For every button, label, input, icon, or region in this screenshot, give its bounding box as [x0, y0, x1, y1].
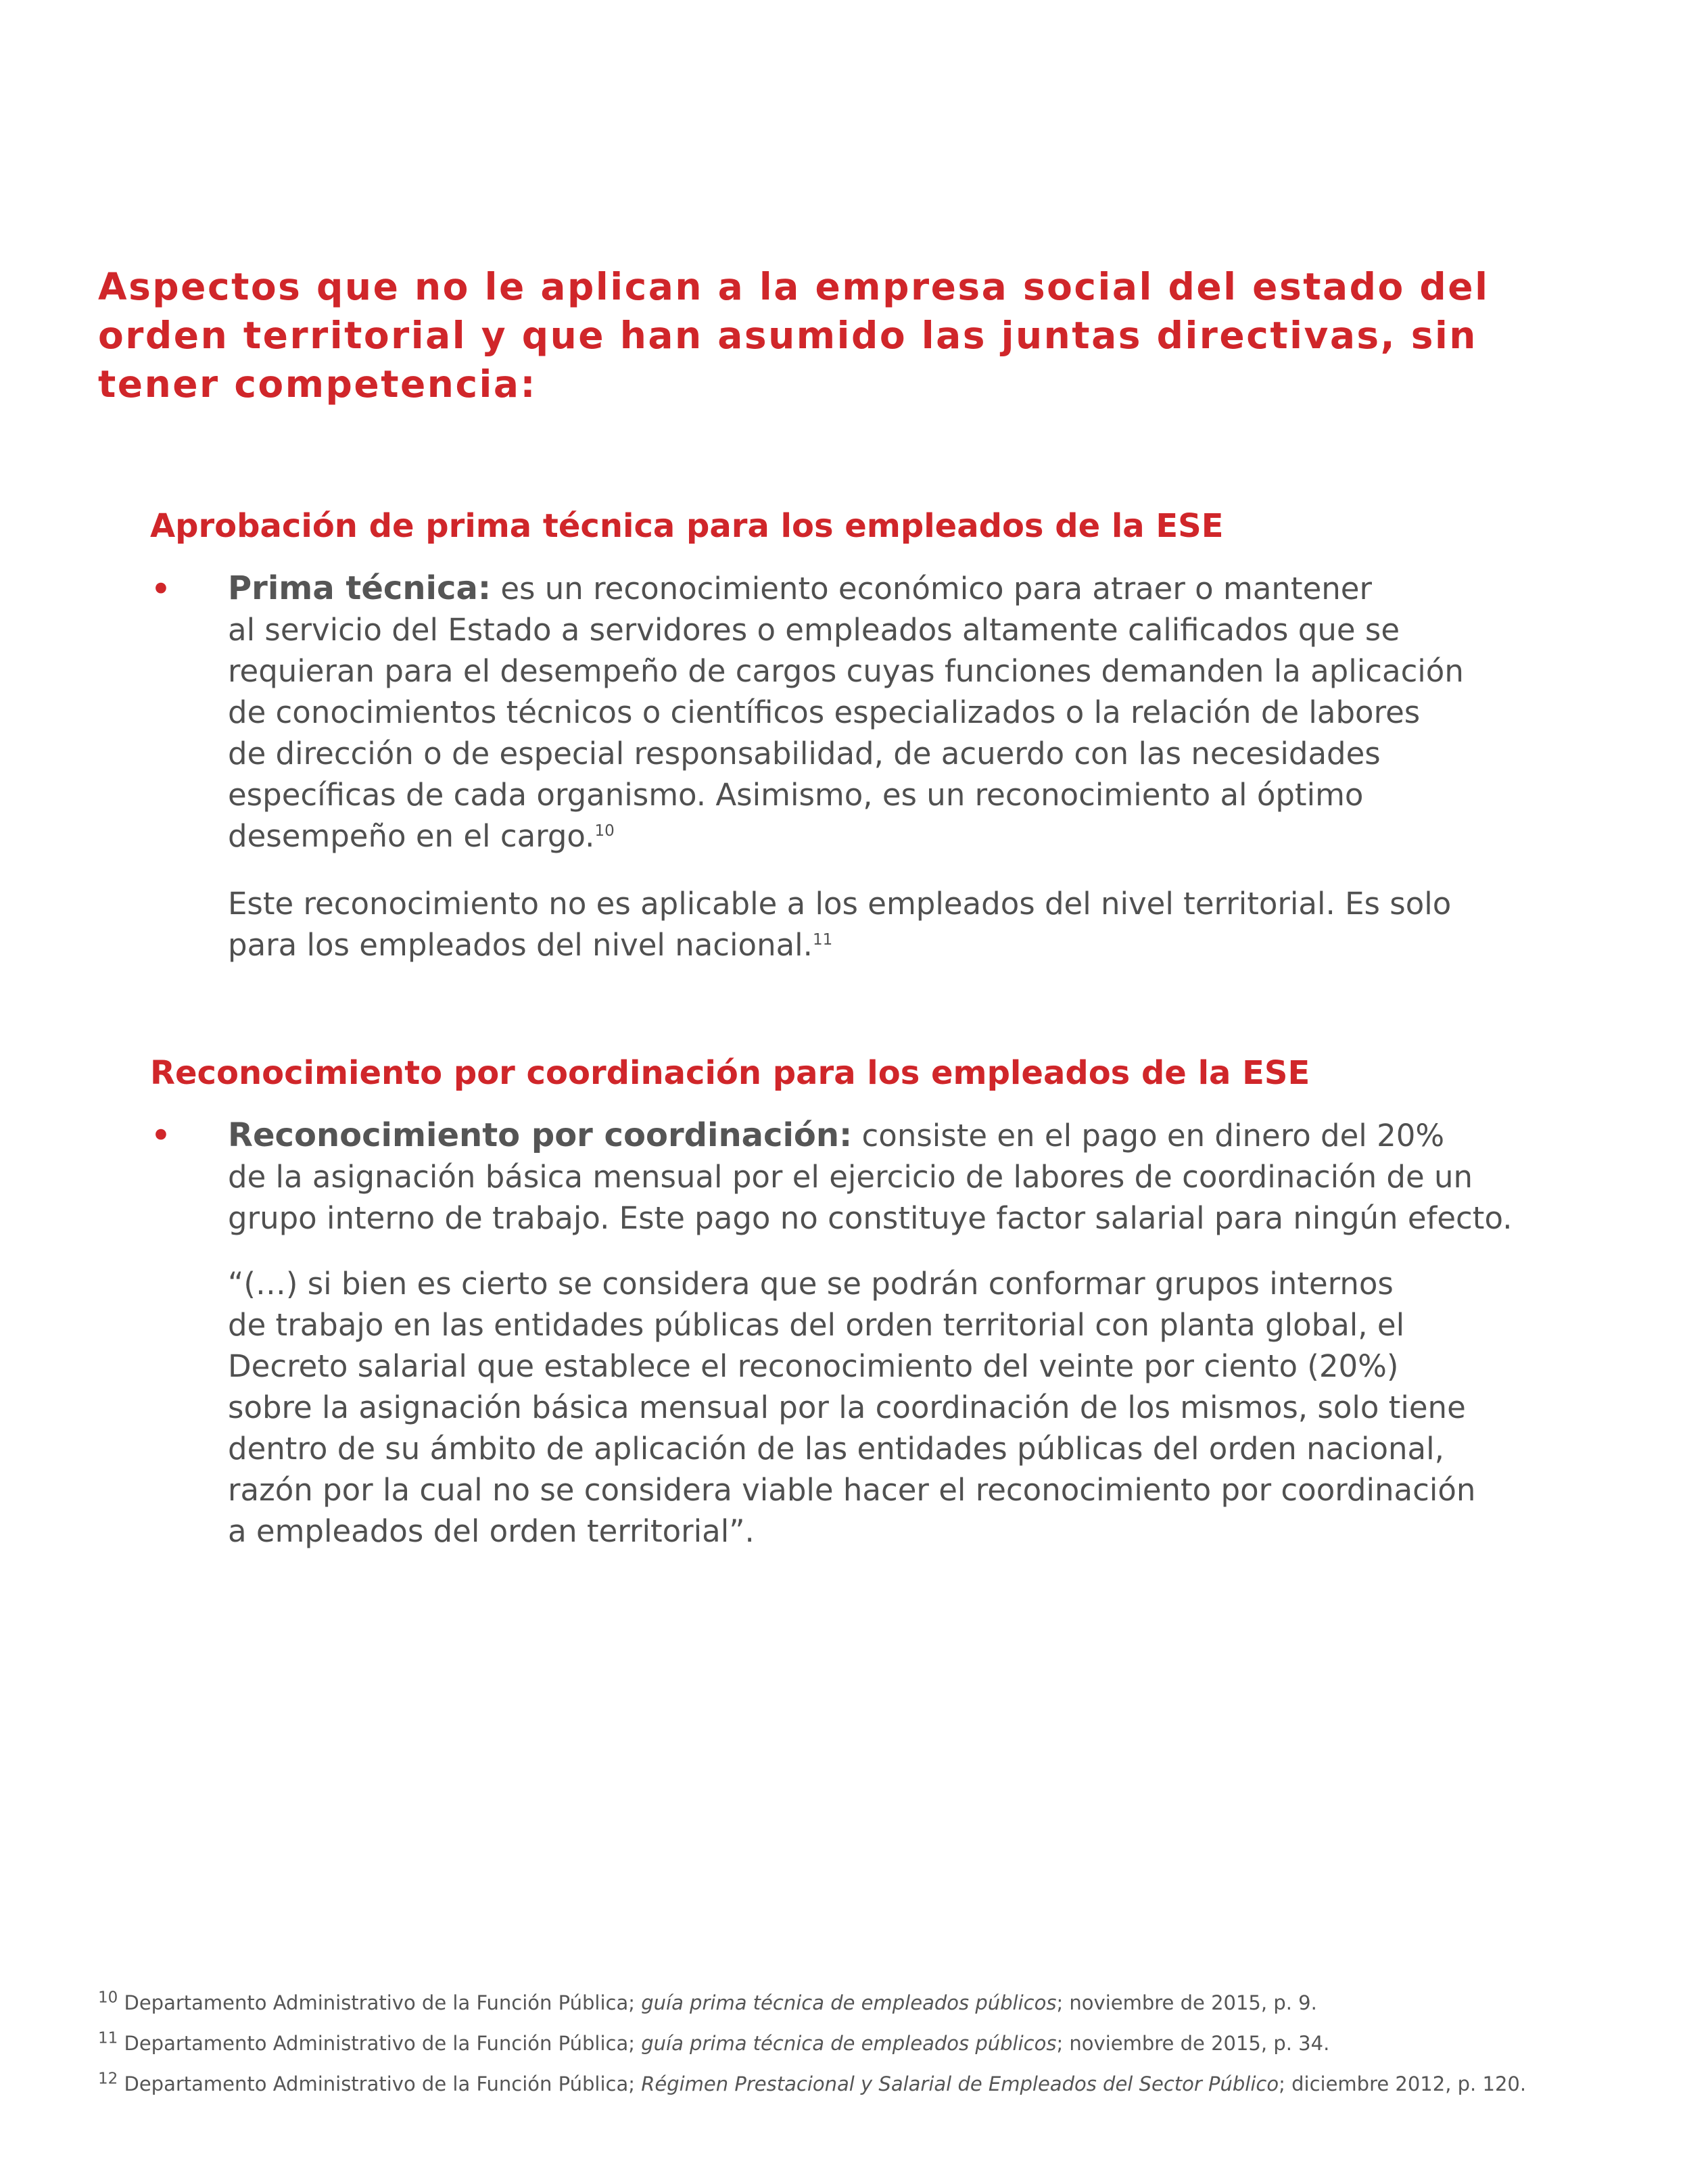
paragraph-line: de la asignación básica mensual por el ejercicio de labores de coordinación de un	[228, 1159, 1473, 1195]
paragraph-line: requieran para el desempeño de cargos cuyas funciones demanden la aplicación	[228, 653, 1464, 689]
paragraph-text: consiste en el pago en dinero del 20%	[852, 1118, 1445, 1154]
section-heading-coordinacion: Reconocimiento por coordinación para los empleados de la ESE	[150, 1054, 1310, 1092]
paragraph-text: es un reconocimiento económico para atraer o mantener	[491, 571, 1372, 607]
prima-tecnica-definition	[228, 568, 1499, 857]
quote-line: razón por la cual no se considera viable hacer el reconocimiento por coordinación	[228, 1472, 1476, 1508]
footnote-text: ; diciembre 2012, p. 120.	[1279, 2072, 1527, 2095]
quote-line: a empleados del orden territorial”.	[228, 1513, 755, 1549]
footnote-italic-title: guía prima técnica de empleados públicos	[641, 1991, 1057, 2014]
paragraph-line	[228, 568, 1499, 609]
paragraph-line: al servicio del Estado a servidores o empleados altamente calificados que se	[228, 612, 1400, 648]
bullet-icon: •	[150, 1114, 172, 1157]
paragraph-line	[228, 924, 1499, 966]
bullet-icon: •	[150, 568, 172, 611]
footnote-11	[98, 2030, 1518, 2057]
paragraph-text: para los empleados del nivel nacional.	[228, 927, 813, 963]
quote-line: dentro de su ámbito de aplicación de las entidades públicas del orden nacional,	[228, 1431, 1444, 1467]
footnote-text: ; noviembre de 2015, p. 34.	[1056, 2032, 1330, 2055]
quote-line: de trabajo en las entidades públicas del orden territorial con planta global, el	[228, 1307, 1405, 1343]
section-heading-prima-tecnica: Aprobación de prima técnica para los empleados de la ESE	[150, 507, 1224, 545]
paragraph-line: específicas de cada organismo. Asimismo, es un reconocimiento al óptimo	[228, 777, 1364, 813]
footnote-number: 12	[98, 2070, 118, 2088]
term-label: Reconocimiento por coordinación:	[228, 1116, 853, 1154]
quote-line: sobre la asignación básica mensual por la coordinación de los mismos, solo tiene	[228, 1390, 1466, 1425]
footnote-reference: 10	[594, 822, 615, 840]
footnote-italic-title: guía prima técnica de empleados públicos	[641, 2032, 1057, 2055]
paragraph-line: de dirección o de especial responsabilidad, de acuerdo con las necesidades	[228, 736, 1381, 771]
paragraph-line	[228, 815, 1499, 857]
footnote-italic-title: Régimen Prestacional y Salarial de Empleados del Sector Público	[641, 2072, 1279, 2095]
prima-tecnica-note	[228, 883, 1499, 966]
term-label: Prima técnica:	[228, 569, 492, 607]
footnote-text: Departamento Administrativo de la Función Pública;	[118, 1991, 642, 2014]
page-title	[98, 262, 1491, 408]
quote-line: Decreto salarial que establece el reconocimiento del veinte por ciento (20%)	[228, 1348, 1399, 1384]
footnote-12	[98, 2070, 1527, 2097]
paragraph-line: Este reconocimiento no es aplicable a los empleados del nivel territorial. Es solo	[228, 886, 1452, 922]
paragraph-text: desempeño en el cargo.	[228, 818, 595, 854]
title-line: Aspectos que no le aplican a la empresa social del estado del	[98, 265, 1490, 308]
paragraph-line: grupo interno de trabajo. Este pago no constituye factor salarial para ningún efecto.	[228, 1200, 1513, 1236]
coordinacion-definition	[228, 1115, 1513, 1239]
footnote-text: ; noviembre de 2015, p. 9.	[1056, 1991, 1317, 2014]
coordinacion-quote	[228, 1263, 1499, 1552]
footnote-number: 11	[98, 2029, 118, 2047]
title-line: tener competencia:	[98, 362, 538, 406]
footnote-number: 10	[98, 1989, 118, 2007]
quote-line: “(…) si bien es cierto se considera que se podrán conformar grupos internos	[228, 1266, 1394, 1302]
title-line: orden territorial y que han asumido las juntas directivas, sin	[98, 314, 1477, 357]
footnote-text: Departamento Administrativo de la Función Pública;	[118, 2072, 642, 2095]
paragraph-line	[228, 1115, 1499, 1156]
footnote-text: Departamento Administrativo de la Función Pública;	[118, 2032, 642, 2055]
paragraph-line: de conocimientos técnicos o científicos especializados o la relación de labores	[228, 694, 1421, 730]
footnote-reference: 11	[812, 931, 833, 949]
footnote-10	[98, 1989, 1518, 2016]
